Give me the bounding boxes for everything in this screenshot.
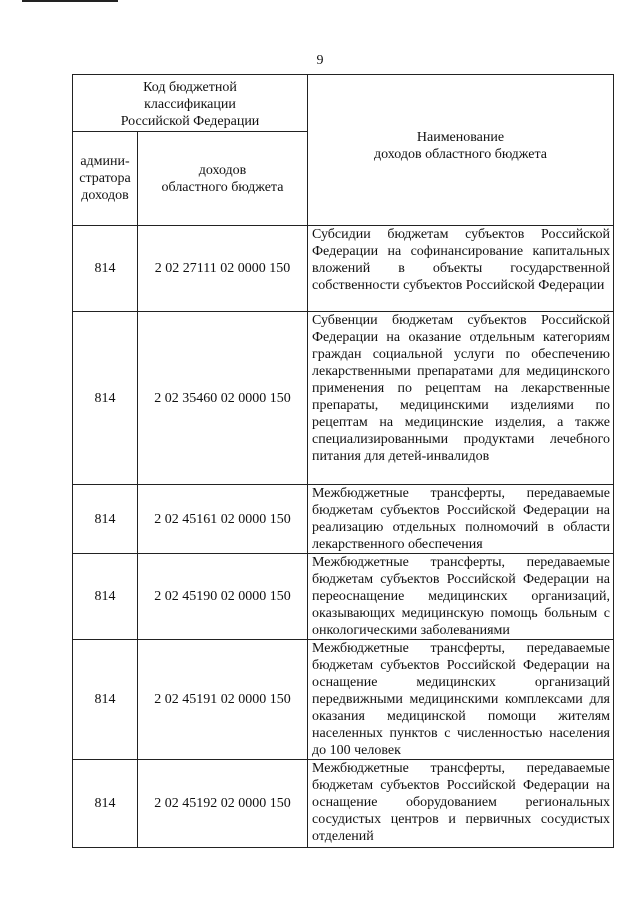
cell-administrator: 814 <box>73 485 138 554</box>
table-row <box>73 226 614 312</box>
cell-income-name: Межбюджетные трансферты, передаваемые бюджетам субъектов Российской Федерации на оснащение оборудованием региональных сосудистых центров и первичных сосудистых отделений <box>308 760 614 848</box>
cell-administrator: 814 <box>73 640 138 760</box>
cell-income-name: Межбюджетные трансферты, передаваемые бюджетам субъектов Российской Федерации на реализацию отдельных полномочий в области лекарственного обеспечения <box>308 485 614 554</box>
header-code-line: областного бюджета <box>161 179 284 195</box>
top-rule <box>22 0 118 2</box>
header-income-code <box>138 132 308 226</box>
header-code-line: доходов <box>198 162 247 178</box>
cell-income-code: 2 02 45161 02 0000 150 <box>138 485 308 554</box>
header-admin-line: доходов <box>81 188 129 203</box>
table-row <box>73 312 614 485</box>
header-admin-line: админи- <box>80 154 130 169</box>
header-name-line: Наименование <box>416 130 505 145</box>
table-row <box>73 760 614 848</box>
header-group-line: Российской Федерации <box>120 114 260 129</box>
table-row <box>73 554 614 640</box>
cell-income-name: Межбюджетные трансферты, передаваемые бюджетам субъектов Российской Федерации на переоснащение медицинских организаций, оказывающих медицинскую помощь больным с онкологическими заболеваниями <box>308 554 614 640</box>
cell-income-code: 2 02 45190 02 0000 150 <box>138 554 308 640</box>
cell-income-code: 2 02 27111 02 0000 150 <box>138 226 308 312</box>
header-group-line: классификации <box>144 97 236 112</box>
page-number: 9 <box>316 53 324 68</box>
header-budget-classification <box>73 75 308 132</box>
cell-income-name: Межбюджетные трансферты, передаваемые бюджетам субъектов Российской Федерации на оснащение медицинских организаций передвижными медицинскими комплексами для оказания медицинской помощи жителям населенных пунктов с численностью населения до 100 человек <box>308 640 614 760</box>
cell-administrator: 814 <box>73 760 138 848</box>
header-name-line: доходов областного бюджета <box>374 147 547 162</box>
cell-income-code: 2 02 45191 02 0000 150 <box>138 640 308 760</box>
header-group-line: Код бюджетной <box>143 80 237 95</box>
cell-income-name: Субсидии бюджетам субъектов Российской Федерации на софинансирование капитальных вложений в объекты государственной собственности субъектов Российской Федерации <box>308 226 614 312</box>
cell-income-code: 2 02 35460 02 0000 150 <box>138 312 308 485</box>
header-administrator <box>73 132 138 226</box>
table-row <box>73 485 614 554</box>
cell-administrator: 814 <box>73 312 138 485</box>
cell-income-code: 2 02 45192 02 0000 150 <box>138 760 308 848</box>
header-row-group <box>73 75 614 132</box>
cell-income-name: Субвенции бюджетам субъектов Российской Федерации на оказание отдельным категориям граждан социальной услуги по обеспечению лекарственными препаратами для медицинского применения по рецептам на лекарственные препараты, медицинскими изделиями по рецептам на медицинские изделия, а также специализированными продуктами лечебного питания для детей-инвалидов <box>308 312 614 485</box>
header-admin-line: стратора <box>79 171 131 186</box>
cell-administrator: 814 <box>73 226 138 312</box>
header-income-name <box>308 75 614 226</box>
table-row <box>73 640 614 760</box>
budget-classification-table <box>72 74 614 848</box>
cell-administrator: 814 <box>73 554 138 640</box>
